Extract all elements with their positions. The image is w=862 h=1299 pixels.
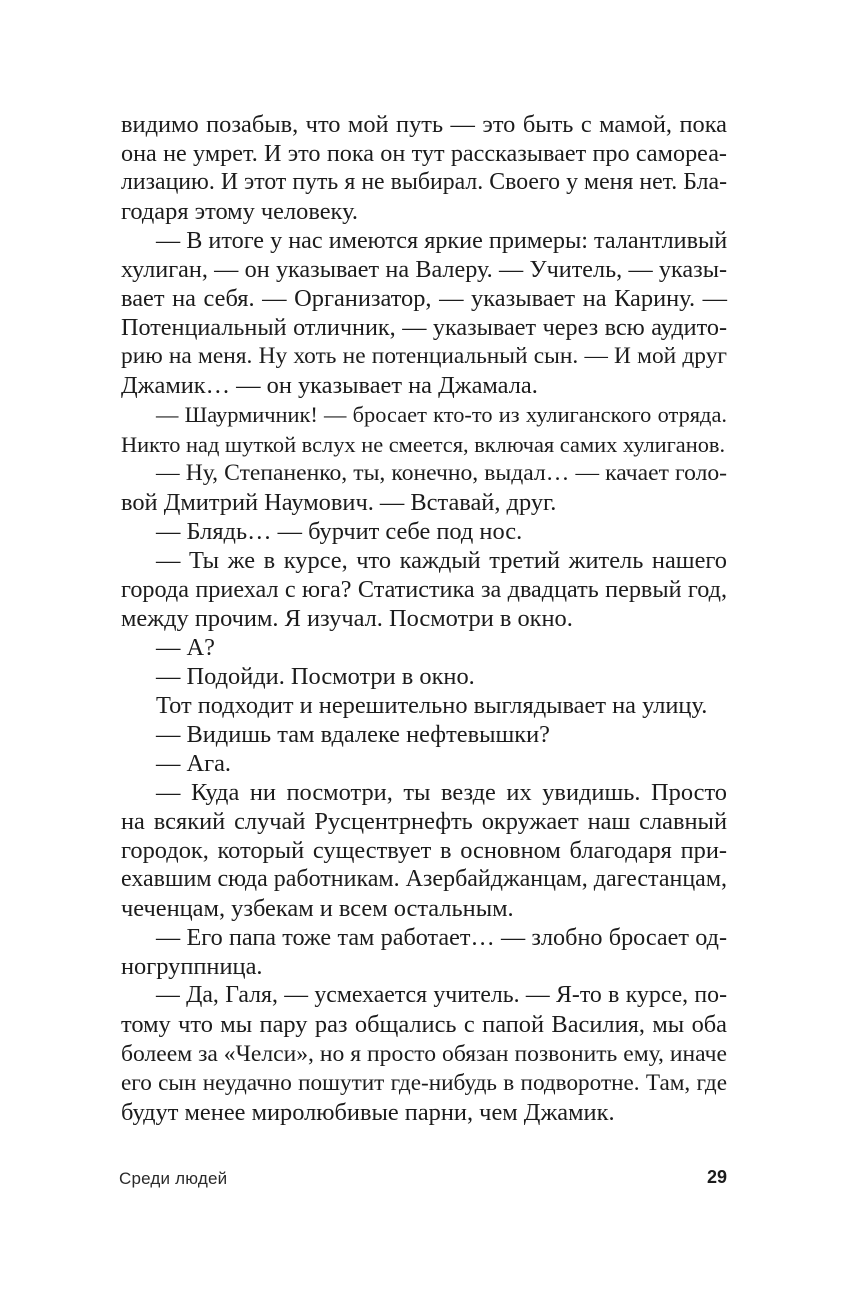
- text-line: — Ты же в курсе, что каждый третий житель нашего: [156, 546, 727, 574]
- text-line: видимо позабыв, что мой путь — это быть с мамой, пока: [121, 111, 727, 138]
- running-footer-title: Среди людей: [119, 1169, 228, 1188]
- text-line: тому что мы пару раз общались с папой Василия, мы оба: [121, 1011, 727, 1039]
- text-line: — Да, Галя, — усмехается учитель. — Я-то в курсе, по-: [156, 982, 727, 1009]
- text-line: Джамик… — он указывает на Джамала.: [121, 372, 538, 400]
- paragraph: [121, 110, 727, 226]
- text-line: будут менее миролюбивые парни, чем Джамик.: [121, 1098, 615, 1126]
- body-text: [121, 110, 727, 1127]
- text-line: она не умрет. И это пока он тут рассказывает про самореа-: [121, 140, 727, 168]
- paragraph: [121, 400, 727, 458]
- text-line: рию на меня. Ну хоть не потенциальный сын. — И мой друг: [121, 343, 727, 370]
- paragraph: [121, 778, 727, 923]
- paragraph: [121, 691, 727, 720]
- paragraph: [121, 923, 727, 981]
- paragraph: [121, 662, 727, 691]
- text-line: вой Дмитрий Наумович. — Вставай, друг.: [121, 488, 557, 516]
- paragraph: [121, 720, 727, 749]
- text-line: на всякий случай Русцентрнефть окружает наш славный: [121, 808, 727, 836]
- paragraph: [121, 633, 727, 662]
- text-line: ногруппница.: [121, 953, 263, 981]
- text-line: вает на себя. — Организатор, — указывает на Карину. —: [121, 285, 727, 313]
- paragraph: [121, 546, 727, 633]
- paragraph: [121, 749, 727, 778]
- text-line: Никто над шуткой вслух не смеется, включая самих хулиганов.: [121, 431, 726, 457]
- text-line: чеченцам, узбекам и всем остальным.: [121, 895, 514, 923]
- paragraph: [121, 459, 727, 517]
- paragraph: [121, 517, 727, 546]
- text-line: ехавшим сюда работникам. Азербайджанцам, дагестанцам,: [121, 866, 727, 893]
- text-line: — Ага.: [156, 750, 232, 778]
- text-line: — Подойди. Посмотри в окно.: [156, 662, 475, 690]
- text-line: Тот подходит и нерешительно выглядывает на улицу.: [156, 691, 708, 719]
- text-line: между прочим. Я изучал. Посмотри в окно.: [121, 604, 573, 632]
- text-line: болеем за «Челси», но я просто обязан позвонить ему, иначе: [121, 1040, 727, 1067]
- text-line: хулиган, — он указывает на Валеру. — Учитель, — указы-: [121, 256, 727, 284]
- text-line: — Ну, Степаненко, ты, конечно, выдал… — качает голо-: [156, 459, 727, 486]
- text-line: годаря этому человеку.: [121, 198, 358, 226]
- text-line: — Видишь там вдалеке нефтевышки?: [156, 720, 550, 748]
- text-line: — Блядь… — бурчит себе под нос.: [156, 517, 523, 545]
- text-line: — Его папа тоже там работает… — злобно бросает од-: [156, 924, 727, 952]
- text-line: городок, который существует в основном благодаря при-: [121, 837, 727, 865]
- text-line: — Шаурмичник! — бросает кто-то из хулиганского отряда.: [156, 402, 727, 428]
- page-number: 29: [706, 1167, 727, 1187]
- text-line: — Куда ни посмотри, ты везде их увидишь. Просто: [156, 779, 727, 807]
- text-line: Потенциальный отличник, — указывает через всю аудито-: [121, 314, 727, 342]
- paragraph: [121, 981, 727, 1126]
- text-line: его сын неудачно пошутит где-нибудь в подворотне. Там, где: [121, 1069, 727, 1096]
- text-line: — В итоге у нас имеются яркие примеры: талантливый: [156, 227, 728, 255]
- text-line: лизацию. И этот путь я не выбирал. Своего у меня нет. Бла-: [121, 169, 727, 196]
- text-line: — А?: [156, 633, 215, 661]
- text-line: города приехал с юга? Статистика за двадцать первый год,: [121, 575, 727, 603]
- paragraph: [121, 226, 727, 400]
